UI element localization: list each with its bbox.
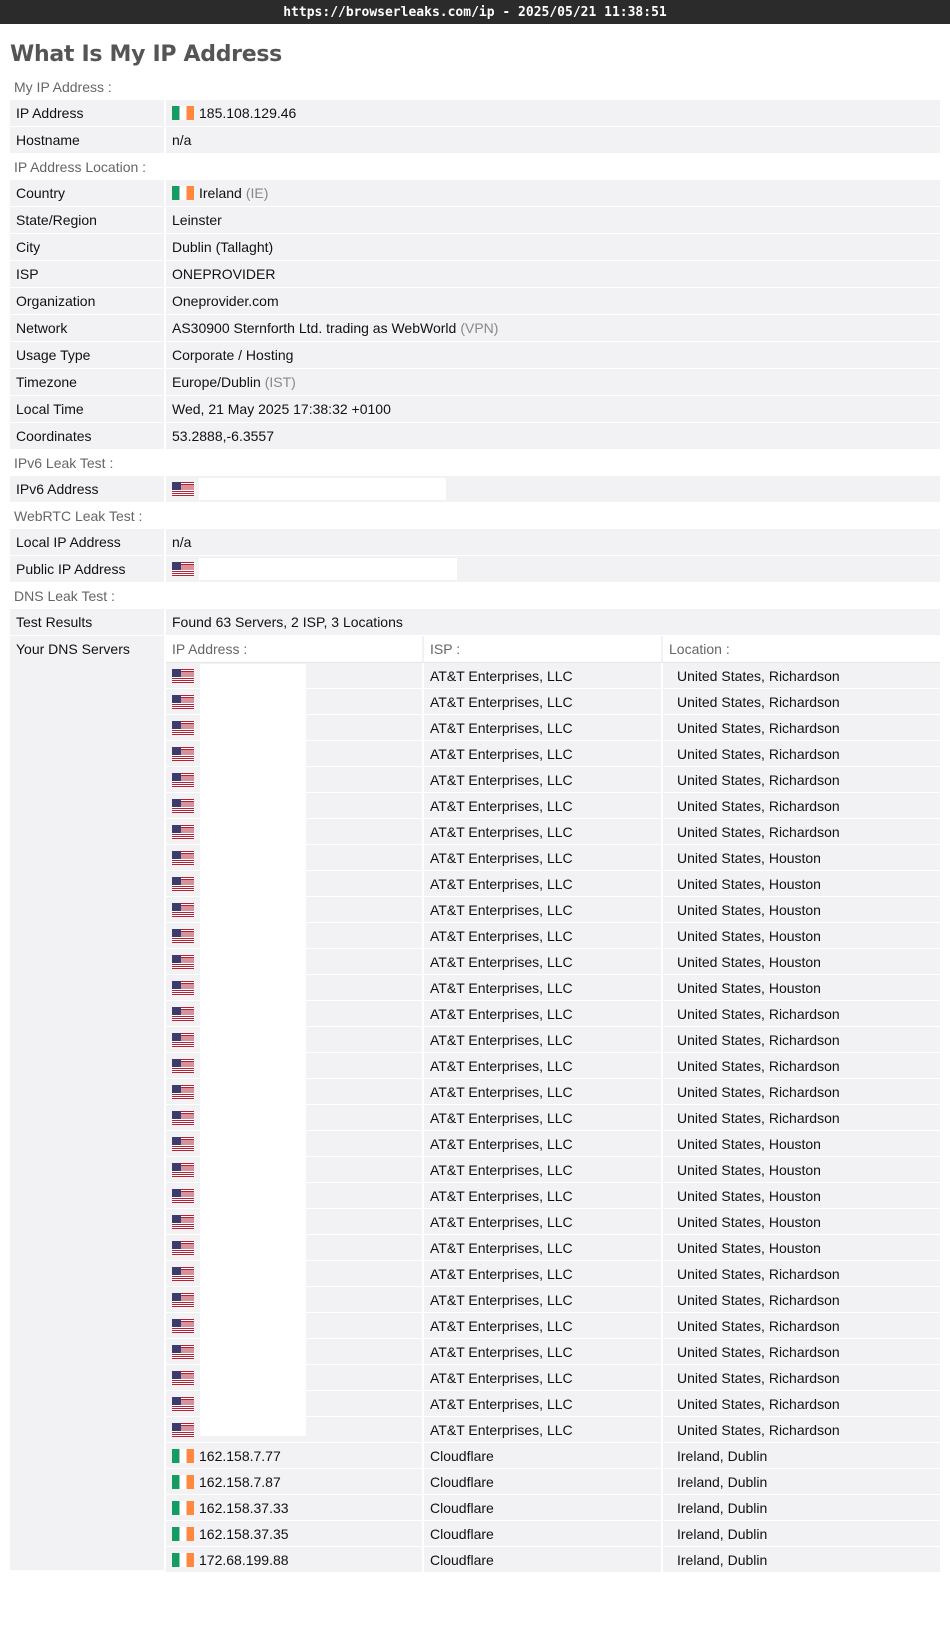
- row-coordinates: [10, 423, 940, 449]
- us-flag-icon: [172, 721, 194, 735]
- dns-isp-value: AT&T Enterprises, LLC: [422, 1053, 661, 1078]
- usage-type-value: Corporate / Hosting: [166, 342, 940, 368]
- dns-location-value: Ireland, Dublin: [661, 1547, 940, 1572]
- us-flag-icon: [172, 799, 194, 813]
- dns-isp-value: AT&T Enterprises, LLC: [422, 1417, 661, 1442]
- dns-isp-value: AT&T Enterprises, LLC: [422, 1261, 661, 1286]
- dns-isp-value: Cloudflare: [422, 1495, 661, 1520]
- dns-location-value: United States, Richardson: [661, 1079, 940, 1104]
- public-ip-label: Public IP Address: [10, 556, 164, 582]
- city-value: Dublin (Tallaght): [166, 234, 940, 260]
- us-flag-icon: [172, 562, 194, 576]
- row-organization: [10, 288, 940, 314]
- timezone-abbr: (IST): [264, 374, 296, 390]
- organization-value: Oneprovider.com: [166, 288, 940, 314]
- dns-location-value: United States, Richardson: [661, 793, 940, 818]
- dns-table-row: [166, 1547, 940, 1573]
- dns-isp-value: AT&T Enterprises, LLC: [422, 1183, 661, 1208]
- dns-location-value: United States, Richardson: [661, 741, 940, 766]
- dns-isp-value: AT&T Enterprises, LLC: [422, 923, 661, 948]
- us-flag-icon: [172, 1215, 194, 1229]
- dns-isp-value: AT&T Enterprises, LLC: [422, 741, 661, 766]
- public-ip-value-cell: [166, 556, 940, 582]
- dns-servers-table: [166, 636, 940, 1573]
- us-flag-icon: [172, 903, 194, 917]
- dns-isp-value: AT&T Enterprises, LLC: [422, 1235, 661, 1260]
- us-flag-icon: [172, 1345, 194, 1359]
- us-flag-icon: [172, 1033, 194, 1047]
- dns-table-row: [166, 1443, 940, 1469]
- redacted-ipv6: [199, 478, 446, 500]
- dns-servers-label: Your DNS Servers: [10, 636, 164, 1570]
- ireland-flag-icon: [172, 1553, 194, 1567]
- redacted-ip-block: [200, 664, 306, 1436]
- dns-table-header: [166, 636, 940, 663]
- us-flag-icon: [172, 1111, 194, 1125]
- dns-isp-value: AT&T Enterprises, LLC: [422, 1365, 661, 1390]
- dns-table-row: [166, 1469, 940, 1495]
- dns-isp-value: AT&T Enterprises, LLC: [422, 793, 661, 818]
- test-results-label: Test Results: [10, 609, 164, 635]
- isp-label: ISP: [10, 261, 164, 287]
- dns-location-value: United States, Houston: [661, 975, 940, 1000]
- us-flag-icon: [172, 955, 194, 969]
- dns-servers-block: [10, 636, 940, 1573]
- col-ip-header: IP Address :: [166, 636, 422, 662]
- us-flag-icon: [172, 1007, 194, 1021]
- url-bar: https://browserleaks.com/ip - 2025/05/21 11:38:51: [0, 0, 950, 24]
- dns-location-value: United States, Richardson: [661, 663, 940, 688]
- dns-location-value: United States, Richardson: [661, 1105, 940, 1130]
- dns-location-value: United States, Houston: [661, 1235, 940, 1260]
- timezone-value: Europe/Dublin: [172, 374, 261, 390]
- dns-ip-cell: [166, 1469, 422, 1494]
- dns-isp-value: AT&T Enterprises, LLC: [422, 1131, 661, 1156]
- dns-isp-value: AT&T Enterprises, LLC: [422, 689, 661, 714]
- dns-isp-value: AT&T Enterprises, LLC: [422, 871, 661, 896]
- us-flag-icon: [172, 1267, 194, 1281]
- row-country: [10, 180, 940, 206]
- dns-location-value: United States, Richardson: [661, 1287, 940, 1312]
- timezone-label: Timezone: [10, 369, 164, 395]
- dns-location-value: United States, Richardson: [661, 1313, 940, 1338]
- dns-location-value: United States, Richardson: [661, 1261, 940, 1286]
- state-label: State/Region: [10, 207, 164, 233]
- dns-isp-value: AT&T Enterprises, LLC: [422, 1001, 661, 1026]
- coordinates-value: 53.2888,-6.3557: [166, 423, 940, 449]
- section-ipv6: IPv6 Leak Test :: [14, 455, 114, 471]
- dns-location-value: United States, Richardson: [661, 819, 940, 844]
- local-time-value: Wed, 21 May 2025 17:38:32 +0100: [166, 396, 940, 422]
- dns-ip-value: 162.158.37.33: [199, 1499, 289, 1516]
- hostname-label: Hostname: [10, 127, 164, 153]
- dns-table-row: [166, 1521, 940, 1547]
- row-network: [10, 315, 940, 341]
- local-time-label: Local Time: [10, 396, 164, 422]
- dns-location-value: United States, Houston: [661, 1131, 940, 1156]
- us-flag-icon: [172, 1293, 194, 1307]
- row-isp: [10, 261, 940, 287]
- dns-isp-value: AT&T Enterprises, LLC: [422, 1157, 661, 1182]
- dns-location-value: United States, Houston: [661, 949, 940, 974]
- us-flag-icon: [172, 1319, 194, 1333]
- dns-isp-value: AT&T Enterprises, LLC: [422, 845, 661, 870]
- dns-isp-value: AT&T Enterprises, LLC: [422, 1313, 661, 1338]
- dns-location-value: United States, Houston: [661, 1157, 940, 1182]
- hostname-value: n/a: [166, 127, 940, 153]
- row-local-ip: [10, 529, 940, 555]
- us-flag-icon: [172, 1137, 194, 1151]
- dns-isp-value: AT&T Enterprises, LLC: [422, 1339, 661, 1364]
- dns-isp-value: AT&T Enterprises, LLC: [422, 1287, 661, 1312]
- dns-location-value: Ireland, Dublin: [661, 1443, 940, 1468]
- test-results-value: Found 63 Servers, 2 ISP, 3 Locations: [166, 609, 940, 635]
- us-flag-icon: [172, 695, 194, 709]
- dns-ip-value: 162.158.7.87: [199, 1473, 281, 1490]
- dns-location-value: Ireland, Dublin: [661, 1495, 940, 1520]
- us-flag-icon: [172, 1397, 194, 1411]
- country-code: (IE): [245, 185, 269, 201]
- ireland-flag-icon: [172, 1449, 194, 1463]
- organization-label: Organization: [10, 288, 164, 314]
- us-flag-icon: [172, 981, 194, 995]
- dns-isp-value: AT&T Enterprises, LLC: [422, 1209, 661, 1234]
- dns-location-value: United States, Richardson: [661, 689, 940, 714]
- us-flag-icon: [172, 851, 194, 865]
- dns-isp-value: AT&T Enterprises, LLC: [422, 715, 661, 740]
- dns-ip-cell: [166, 1521, 422, 1546]
- us-flag-icon: [172, 1163, 194, 1177]
- dns-location-value: United States, Houston: [661, 1209, 940, 1234]
- network-tag: (VPN): [460, 320, 499, 336]
- section-location: IP Address Location :: [14, 159, 147, 175]
- local-ip-label: Local IP Address: [10, 529, 164, 555]
- ireland-flag-icon: [172, 106, 194, 120]
- us-flag-icon: [172, 1241, 194, 1255]
- us-flag-icon: [172, 773, 194, 787]
- dns-location-value: United States, Houston: [661, 845, 940, 870]
- dns-isp-value: AT&T Enterprises, LLC: [422, 949, 661, 974]
- dns-location-value: Ireland, Dublin: [661, 1469, 940, 1494]
- us-flag-icon: [172, 877, 194, 891]
- dns-isp-value: Cloudflare: [422, 1521, 661, 1546]
- dns-table-row: [166, 1495, 940, 1521]
- dns-isp-value: AT&T Enterprises, LLC: [422, 1391, 661, 1416]
- dns-location-value: United States, Richardson: [661, 1365, 940, 1390]
- us-flag-icon: [172, 929, 194, 943]
- page-title: What Is My IP Address: [10, 42, 282, 67]
- row-state: [10, 207, 940, 233]
- row-city: [10, 234, 940, 260]
- usage-type-label: Usage Type: [10, 342, 164, 368]
- dns-location-value: United States, Houston: [661, 871, 940, 896]
- ireland-flag-icon: [172, 186, 194, 200]
- ipv6-address-label: IPv6 Address: [10, 476, 164, 502]
- ireland-flag-icon: [172, 1501, 194, 1515]
- row-ipv6-address: [10, 476, 940, 502]
- ireland-flag-icon: [172, 1475, 194, 1489]
- dns-isp-value: Cloudflare: [422, 1547, 661, 1572]
- dns-ip-value: 162.158.7.77: [199, 1447, 281, 1464]
- us-flag-icon: [172, 825, 194, 839]
- country-label: Country: [10, 180, 164, 206]
- row-test-results: [10, 609, 940, 635]
- dns-isp-value: AT&T Enterprises, LLC: [422, 819, 661, 844]
- ip-address-value: 185.108.129.46: [199, 105, 297, 121]
- dns-location-value: Ireland, Dublin: [661, 1521, 940, 1546]
- state-value: Leinster: [166, 207, 940, 233]
- dns-location-value: United States, Houston: [661, 923, 940, 948]
- dns-location-value: United States, Richardson: [661, 1417, 940, 1442]
- us-flag-icon: [172, 669, 194, 683]
- timezone-value-cell: [166, 369, 940, 395]
- coordinates-label: Coordinates: [10, 423, 164, 449]
- dns-location-value: United States, Richardson: [661, 1001, 940, 1026]
- dns-location-value: United States, Richardson: [661, 715, 940, 740]
- network-value-cell: [166, 315, 940, 341]
- dns-location-value: United States, Richardson: [661, 1391, 940, 1416]
- dns-isp-value: AT&T Enterprises, LLC: [422, 1105, 661, 1130]
- row-ip-address: [10, 100, 940, 126]
- country-value: Ireland: [199, 185, 242, 201]
- city-label: City: [10, 234, 164, 260]
- dns-isp-value: AT&T Enterprises, LLC: [422, 767, 661, 792]
- section-webrtc: WebRTC Leak Test :: [14, 508, 143, 524]
- ip-address-label: IP Address: [10, 100, 164, 126]
- dns-location-value: United States, Richardson: [661, 1339, 940, 1364]
- dns-isp-value: Cloudflare: [422, 1469, 661, 1494]
- redacted-public-ip: [199, 558, 457, 580]
- row-hostname: [10, 127, 940, 153]
- us-flag-icon: [172, 1059, 194, 1073]
- col-isp-header: ISP :: [422, 636, 661, 662]
- dns-isp-value: AT&T Enterprises, LLC: [422, 897, 661, 922]
- us-flag-icon: [172, 1423, 194, 1437]
- dns-ip-value: 162.158.37.35: [199, 1525, 289, 1542]
- us-flag-icon: [172, 1085, 194, 1099]
- ireland-flag-icon: [172, 1527, 194, 1541]
- row-usage-type: [10, 342, 940, 368]
- dns-ip-value: 172.68.199.88: [199, 1551, 289, 1568]
- col-location-header: Location :: [661, 636, 940, 662]
- dns-location-value: United States, Houston: [661, 897, 940, 922]
- page-content: [0, 24, 950, 1573]
- local-ip-value: n/a: [166, 529, 940, 555]
- row-timezone: [10, 369, 940, 395]
- dns-ip-cell: [166, 1443, 422, 1468]
- dns-isp-value: AT&T Enterprises, LLC: [422, 1027, 661, 1052]
- dns-location-value: United States, Richardson: [661, 767, 940, 792]
- us-flag-icon: [172, 482, 194, 496]
- isp-value: ONEPROVIDER: [166, 261, 940, 287]
- ipv6-value-cell: [166, 476, 940, 502]
- dns-isp-value: AT&T Enterprises, LLC: [422, 975, 661, 1000]
- section-my-ip: My IP Address :: [14, 79, 112, 95]
- country-value-cell: [166, 180, 940, 206]
- row-public-ip: [10, 556, 940, 582]
- dns-location-value: United States, Houston: [661, 1183, 940, 1208]
- us-flag-icon: [172, 1371, 194, 1385]
- dns-location-value: United States, Richardson: [661, 1053, 940, 1078]
- row-local-time: [10, 396, 940, 422]
- section-dns: DNS Leak Test :: [14, 588, 115, 604]
- dns-location-value: United States, Richardson: [661, 1027, 940, 1052]
- network-value: AS30900 Sternforth Ltd. trading as WebWorld: [172, 320, 457, 336]
- dns-isp-value: AT&T Enterprises, LLC: [422, 663, 661, 688]
- network-label: Network: [10, 315, 164, 341]
- us-flag-icon: [172, 1189, 194, 1203]
- dns-ip-cell: [166, 1547, 422, 1572]
- ip-address-value-cell: [166, 100, 940, 126]
- dns-isp-value: Cloudflare: [422, 1443, 661, 1468]
- dns-ip-cell: [166, 1495, 422, 1520]
- dns-isp-value: AT&T Enterprises, LLC: [422, 1079, 661, 1104]
- us-flag-icon: [172, 747, 194, 761]
